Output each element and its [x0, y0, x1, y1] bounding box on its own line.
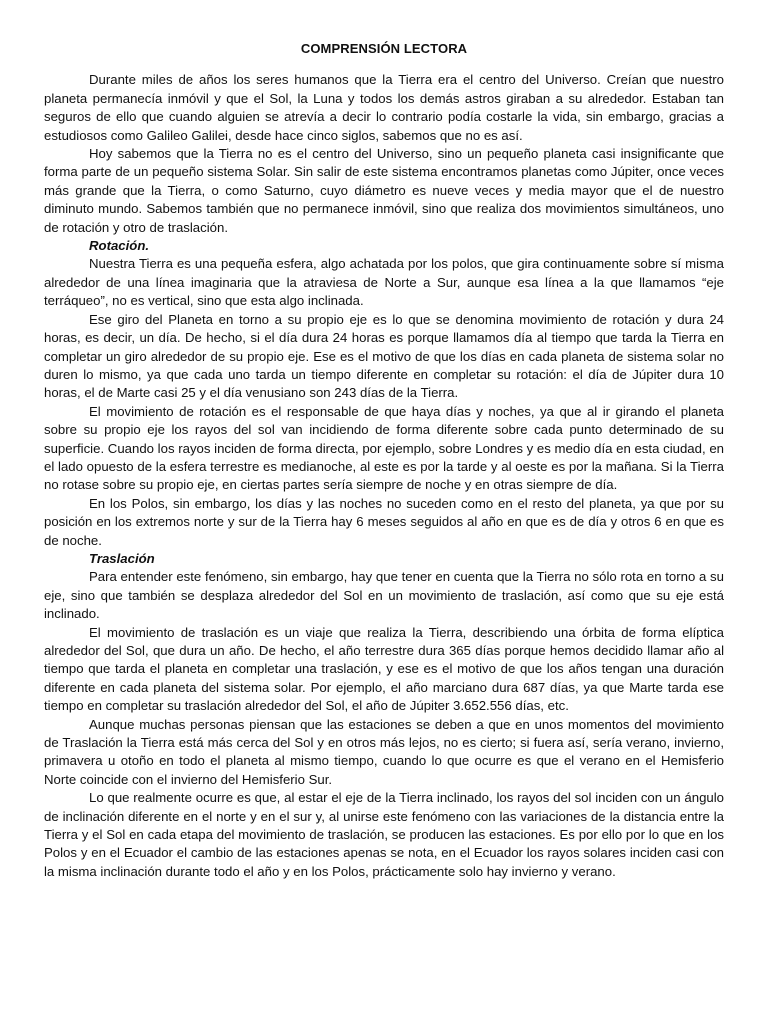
paragraph: Ese giro del Planeta en torno a su propio eje es lo que se denomina movimiento de rotación y dura 24 horas, es decir, un día. De hecho, si el día dura 24 horas es porque llamamos día al tiempo que tarda la Tierra en completar un giro alrededor de su propio eje. Ese es el motivo de que los días en cada planeta de sistema solar no duren lo mismo, ya que cada uno tarda un tiempo diferente en completar su rotación: el día de Júpiter dura 10 horas, el de Marte casi 25 y el día venusiano son 243 días de la Tierra. [44, 311, 724, 401]
document-page [44, 40, 724, 881]
section-heading-rotation: Rotación. [89, 238, 150, 254]
paragraph: En los Polos, sin embargo, los días y las noches no suceden como en el resto del planeta, ya que por su posición en los extremos norte y sur de la Tierra hay 6 meses seguidos al año en que es de día y otros 6 en que es de noche. [44, 495, 724, 548]
paragraph: El movimiento de traslación es un viaje que realiza la Tierra, describiendo una órbita de forma elíptica alrededor del Sol, que dura un año. De hecho, el año terrestre dura 365 días porque hemos decidido llamar año al tiempo que tarda el planeta en completar una traslación, y ese es el motivo de que los años tengan una duración diferente en cada planeta del sistema solar. Por ejemplo, el año marciano dura 687 días, ya que Marte tarda ese tiempo en completar su traslación alrededor del Sol, el año de Júpiter 3.652.556 días, etc. [44, 624, 724, 714]
paragraph: Lo que realmente ocurre es que, al estar el eje de la Tierra inclinado, los rayos del sol inciden con un ángulo de inclinación diferente en el norte y en el sur y, al unirse este fenómeno con las variaciones de la distancia entre la Tierra y el Sol en cada etapa del movimiento de traslación, se producen las estaciones. Es por ello por lo que en los Polos y en el Ecuador el cambio de las estaciones apenas se nota, en el Ecuador los rayos solares inciden casi con la misma inclinación durante todo el año y en los Polos, prácticamente solo hay invierno y verano. [44, 790, 724, 879]
paragraph: Durante miles de años los seres humanos que la Tierra era el centro del Universo. Creían que nuestro planeta permanecía inmóvil y que el Sol, la Luna y todos los demás astros giraban a su alrededor. Estaban tan seguros de ello que cuando alguien se atrevía a decir lo contrario podía costarle la vida, sin embargo, gracias a estudiosos como Galileo Galilei, desde hace cinco siglos, sabemos que no es así. [44, 72, 724, 143]
document-title: COMPRENSIÓN LECTORA [300, 41, 468, 56]
paragraph: Aunque muchas personas piensan que las estaciones se deben a que en unos momentos del movimiento de Traslación la Tierra está más cerca del Sol y en otros más lejos, no es cierto; si fuera así, sería verano, invierno, primavera u otoño en todo el planeta al mismo tiempo, cuando lo que ocurre es que el verano en el Hemisferio Norte coincide con el invierno del Hemisferio Sur. [44, 716, 724, 787]
section-heading-translation: Traslación [89, 550, 155, 566]
paragraph: El movimiento de rotación es el responsable de que haya días y noches, ya que al ir girando el planeta sobre su propio eje los rayos del sol van incidiendo de forma diferente sobre cada punto determinado de su superficie. Cuando los rayos inciden de forma directa, por ejemplo, sobre Londres y es medio día en esta ciudad, en el lado opuesto de la esfera terrestre es medianoche, al este es por la tarde y al oeste es por la mañana. Si la Tierra no rotase sobre su propio eje, en ciertas partes sería siempre de noche y en otras siempre de día. [44, 403, 724, 493]
paragraph: Hoy sabemos que la Tierra no es el centro del Universo, sino un pequeño planeta casi insignificante que forma parte de un pequeño sistema Solar. Sin salir de este sistema encontramos planetas como Júpiter, once veces más grande que la Tierra, o como Saturno, cuyo diámetro es nueve veces y media mayor que el de nuestro diminuto mundo. Sabemos también que no permanece inmóvil, sino que realiza dos movimientos simultáneos, uno de rotación y otro de traslación. [44, 146, 724, 235]
paragraph: Nuestra Tierra es una pequeña esfera, algo achatada por los polos, que gira continuamente sobre sí misma alrededor de una línea imaginaria que la atraviesa de Norte a Sur, aunque esa línea a la que llamamos “eje terráqueo”, no es vertical, sino que esta algo inclinada. [44, 256, 724, 309]
paragraph: Para entender este fenómeno, sin embargo, hay que tener en cuenta que la Tierra no sólo rota en torno a su eje, sino que también se desplaza alrededor del Sol en un movimiento de traslación, así como que su eje está inclinado. [44, 569, 724, 622]
